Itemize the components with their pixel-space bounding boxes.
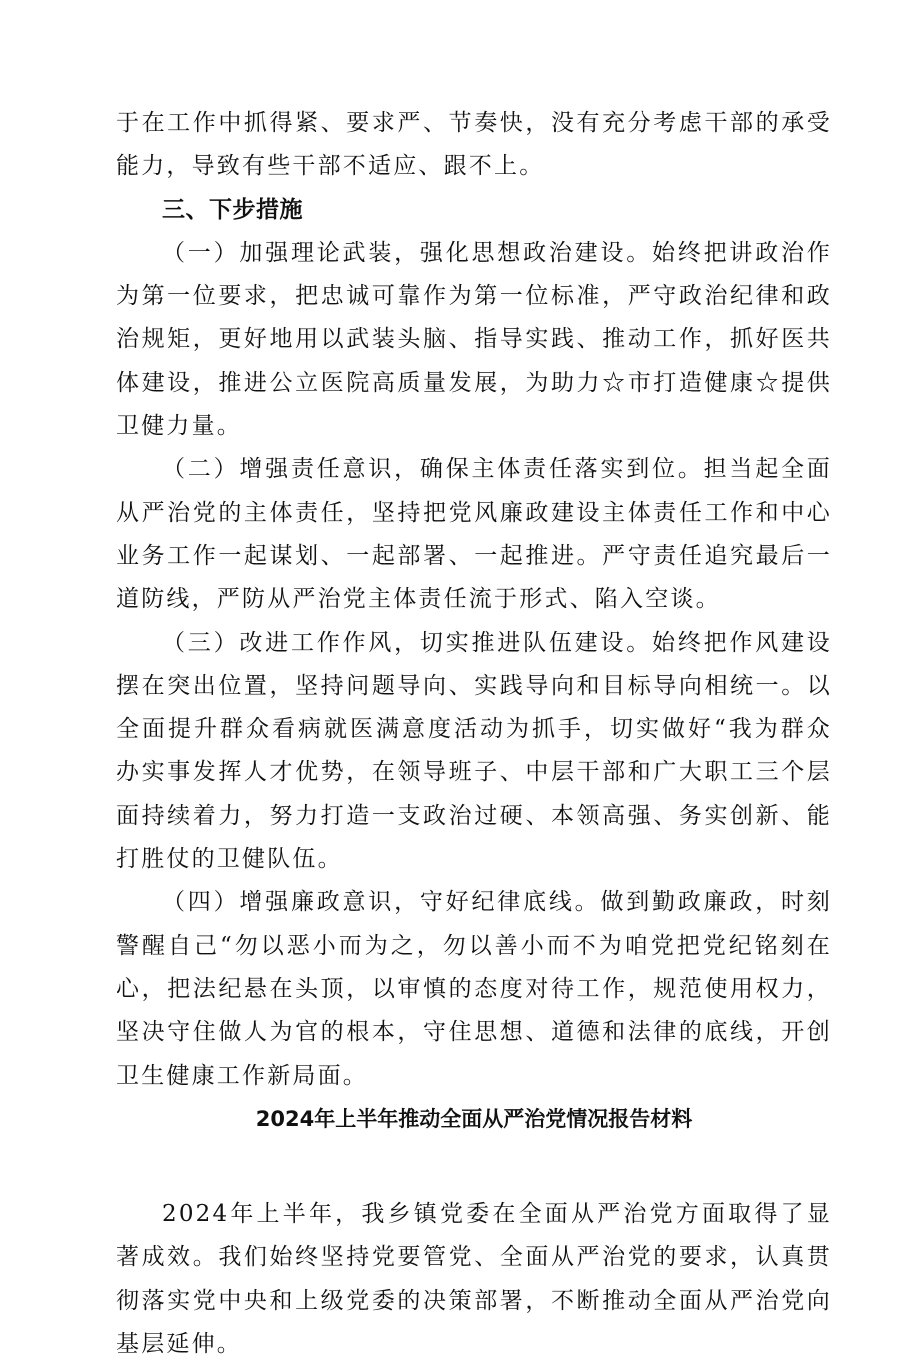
report-title: 2024年上半年推动全面从严治党情况报告材料: [255, 1106, 693, 1131]
paragraph-continuation: 于在工作中抓得紧、要求严、节奏快，没有充分考虑干部的承受能力，导致有些干部不适应、跟不上。: [116, 110, 832, 180]
measure-paragraph-3: （三）改进工作作风，切实推进队伍建设。始终把作风建设摆在突出位置，坚持问题导向、实践导向和目标导向相统一。以全面提升群众看病就医满意度活动为抓手，切实做好“我为群众办实事发挥人才优势，在领导班子、中层干部和广大职工三个层面持续着力，努力打造一支政治过硬、本领高强、务实创新、能打胜仗的卫健队伍。: [116, 629, 832, 873]
report-paragraph-1: 2024年上半年，我乡镇党委在全面从严治党方面取得了显著成效。我们始终坚持党要管党、全面从严治党的要求，认真贯彻落实党中央和上级党委的决策部署，不断推动全面从严治党向基层延伸。: [116, 1201, 832, 1358]
title-spacer: [116, 1141, 832, 1193]
measure-paragraph-1: （一）加强理论武装，强化思想政治建设。始终把讲政治作为第一位要求，把忠诚可靠作为第一位标准，严守政治纪律和政治规矩，更好地用以武装头脑、指导实践、推动工作，抓好医共体建设，推进公立医院高质量发展，为助力☆市打造健康☆提供卫健力量。: [116, 239, 832, 440]
measure-paragraph-2: （二）增强责任意识，确保主体责任落实到位。担当起全面从严治党的主体责任，坚持把党风廉政建设主体责任工作和中心业务工作一起谋划、一起部署、一起推进。严守责任追究最后一道防线，严防从严治党主体责任流于形式、陷入空谈。: [116, 456, 832, 613]
section-heading: 三、下步措施: [162, 196, 303, 223]
measure-paragraph-4: （四）增强廉政意识，守好纪律底线。做到勤政廉政，时刻警醒自己“勿以恶小而为之，勿以善小而不为咱党把党纪铭刻在心，把法纪悬在头顶，以审慎的态度对待工作，规范使用权力，坚决守住做人为官的根本，守住思想、道德和法律的底线，开创卫生健康工作新局面。: [116, 889, 832, 1089]
document-body: [116, 102, 832, 1366]
